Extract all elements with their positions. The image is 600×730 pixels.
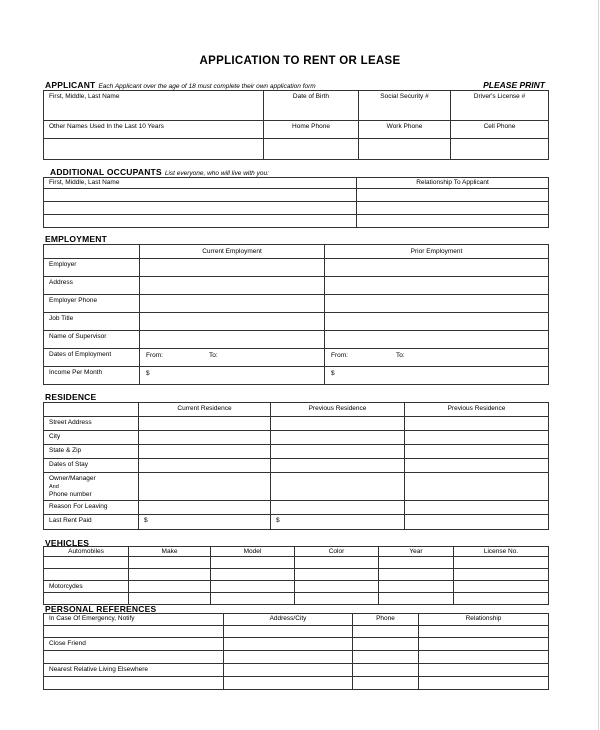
reference-input[interactable] <box>353 638 419 651</box>
prior-supervisor-input[interactable] <box>325 331 549 349</box>
current-address-input[interactable] <box>140 277 325 295</box>
current-income-input[interactable] <box>140 367 325 385</box>
applicant-ssn-field[interactable]: Social Security # <box>359 91 451 121</box>
reference-input[interactable] <box>224 638 353 651</box>
dollar-sign: $ <box>276 517 280 524</box>
occupants-table <box>43 177 549 228</box>
reference-input[interactable] <box>419 638 549 651</box>
reference-row <box>44 664 549 677</box>
vehicle-input[interactable] <box>295 569 379 581</box>
vehicle-input[interactable] <box>454 557 549 569</box>
applicant-cell-phone-input[interactable] <box>451 139 549 160</box>
residence-row <box>44 417 549 431</box>
employment-row <box>44 295 549 313</box>
residence-row <box>44 473 549 501</box>
employment-row <box>44 331 549 349</box>
street-address-label: Street Address <box>44 417 139 431</box>
reference-input[interactable] <box>353 664 419 677</box>
residence-input[interactable] <box>271 431 405 445</box>
current-supervisor-input[interactable] <box>140 331 325 349</box>
occupant-relationship-input[interactable] <box>357 202 549 215</box>
emergency-notify-label: In Case Of Emergency, Notify <box>44 614 224 626</box>
relationship-header: Relationship <box>419 614 549 626</box>
applicant-other-names-field[interactable]: Other Names Used In the Last 10 Years <box>44 121 264 139</box>
current-dates-field[interactable] <box>140 349 325 367</box>
occupant-relationship-input[interactable] <box>357 215 549 228</box>
references-table <box>43 613 549 690</box>
vehicle-row <box>44 593 549 605</box>
employment-row <box>44 313 549 331</box>
employer-label: Employer <box>44 259 140 277</box>
reference-row <box>44 651 549 664</box>
previous-residence-header: Previous Residence <box>405 403 549 417</box>
residence-row <box>44 501 549 515</box>
references-header-row <box>44 614 549 626</box>
license-header: License No. <box>454 547 549 557</box>
employment-table <box>43 244 549 385</box>
reference-row <box>44 638 549 651</box>
residence-input[interactable] <box>405 473 549 501</box>
city-label: City <box>44 431 139 445</box>
occupants-name-header: First, Middle, Last Name <box>44 178 357 189</box>
employment-row <box>44 367 549 385</box>
occupant-name-input[interactable] <box>44 189 357 202</box>
occupants-row <box>44 189 549 202</box>
residence-row <box>44 431 549 445</box>
reference-input[interactable] <box>44 626 224 638</box>
owner-manager-line2: And <box>49 484 59 490</box>
address-city-header: Address/City <box>224 614 353 626</box>
vehicle-input[interactable] <box>454 593 549 605</box>
applicant-dob-field[interactable]: Date of Birth <box>264 91 359 121</box>
reference-input[interactable] <box>224 677 353 690</box>
applicant-license-field[interactable]: Driver's License # <box>451 91 549 121</box>
residence-input[interactable] <box>139 473 271 501</box>
applicant-row-2 <box>44 121 549 139</box>
reference-input[interactable] <box>44 651 224 664</box>
applicant-row-1 <box>44 91 549 121</box>
vehicle-input[interactable] <box>129 557 211 569</box>
owner-manager-line1: Owner/Manager <box>49 475 96 482</box>
last-rent-paid-label: Last Rent Paid <box>44 515 139 530</box>
residence-corner-cell <box>44 403 139 417</box>
vehicle-input[interactable] <box>379 569 454 581</box>
vehicle-input[interactable] <box>295 581 379 593</box>
employment-row <box>44 277 549 295</box>
please-print-label: PLEASE PRINT <box>483 80 545 90</box>
reference-input[interactable] <box>224 664 353 677</box>
occupants-relationship-header: Relationship To Applicant <box>357 178 549 189</box>
vehicle-row <box>44 581 549 593</box>
residence-input[interactable] <box>271 417 405 431</box>
vehicle-input[interactable] <box>379 593 454 605</box>
prior-job-title-input[interactable] <box>325 313 549 331</box>
employment-row <box>44 349 549 367</box>
vehicle-input[interactable] <box>379 581 454 593</box>
vehicle-input[interactable] <box>211 581 295 593</box>
reference-input[interactable] <box>419 677 549 690</box>
occupants-row <box>44 215 549 228</box>
current-residence-header: Current Residence <box>139 403 271 417</box>
residence-input[interactable] <box>405 501 549 515</box>
current-employer-input[interactable] <box>140 259 325 277</box>
residence-table <box>43 402 549 530</box>
applicant-work-phone-field[interactable]: Work Phone <box>359 121 451 139</box>
dates-of-stay-label: Dates of Stay <box>44 459 139 473</box>
residence-input[interactable] <box>405 431 549 445</box>
vehicle-input[interactable] <box>379 557 454 569</box>
vehicle-row <box>44 569 549 581</box>
prior-income-input[interactable] <box>325 367 549 385</box>
prior-employment-header: Prior Employment <box>325 245 549 259</box>
prior-address-input[interactable] <box>325 277 549 295</box>
residence-heading: RESIDENCE <box>45 392 97 402</box>
applicant-home-phone-field[interactable]: Home Phone <box>264 121 359 139</box>
applicant-heading-text: APPLICANT <box>45 80 96 90</box>
supervisor-label: Name of Supervisor <box>44 331 140 349</box>
previous-residence-header: Previous Residence <box>271 403 405 417</box>
applicant-home-phone-input[interactable] <box>264 139 359 160</box>
close-friend-label: Close Friend <box>44 638 224 651</box>
dates-employment-label: Dates of Employment <box>44 349 140 367</box>
occupant-name-input[interactable] <box>44 215 357 228</box>
residence-row <box>44 515 549 530</box>
from-label: From: <box>146 352 163 359</box>
occupant-name-input[interactable] <box>44 202 357 215</box>
vehicle-input[interactable] <box>295 557 379 569</box>
applicant-name-field[interactable]: First, Middle, Last Name <box>44 91 264 121</box>
residence-input[interactable] <box>139 431 271 445</box>
prior-phone-input[interactable] <box>325 295 549 313</box>
employment-row <box>44 259 549 277</box>
vehicle-input[interactable] <box>129 593 211 605</box>
vehicle-input[interactable] <box>211 557 295 569</box>
dollar-sign: $ <box>144 517 148 524</box>
rent-input[interactable] <box>405 515 549 530</box>
dollar-sign: $ <box>146 370 150 377</box>
state-zip-label: State & Zip <box>44 445 139 459</box>
vehicle-input[interactable] <box>211 593 295 605</box>
vehicle-input[interactable] <box>454 581 549 593</box>
current-job-title-input[interactable] <box>140 313 325 331</box>
current-employment-header: Current Employment <box>140 245 325 259</box>
reason-leaving-label: Reason For Leaving <box>44 501 139 515</box>
vehicle-row <box>44 557 549 569</box>
applicant-table <box>43 90 549 160</box>
reference-input[interactable] <box>44 677 224 690</box>
residence-row <box>44 445 549 459</box>
residence-input[interactable] <box>139 417 271 431</box>
reference-input[interactable] <box>353 677 419 690</box>
employment-corner-cell <box>44 245 140 259</box>
occupants-note: List everyone, who will live with you: <box>164 170 269 177</box>
color-header: Color <box>295 547 379 557</box>
owner-manager-line3: Phone number <box>49 491 92 498</box>
employer-phone-label: Employer Phone <box>44 295 140 313</box>
reference-row <box>44 677 549 690</box>
to-label: To: <box>395 352 405 359</box>
residence-input[interactable] <box>405 459 549 473</box>
residence-header-row <box>44 403 549 417</box>
residence-input[interactable] <box>271 473 405 501</box>
rent-input[interactable] <box>271 515 405 530</box>
rent-input[interactable] <box>139 515 271 530</box>
residence-row <box>44 459 549 473</box>
from-label: From: <box>331 352 348 359</box>
employment-heading: EMPLOYMENT <box>45 234 107 244</box>
vehicle-input[interactable] <box>44 557 129 569</box>
residence-input[interactable] <box>271 459 405 473</box>
model-header: Model <box>211 547 295 557</box>
occupant-relationship-input[interactable] <box>357 189 549 202</box>
residence-input[interactable] <box>271 445 405 459</box>
occupants-heading-text: ADDITIONAL OCCUPANTS <box>50 167 162 177</box>
occupants-header-row <box>44 178 549 189</box>
residence-input[interactable] <box>405 445 549 459</box>
reference-input[interactable] <box>224 651 353 664</box>
reference-row <box>44 626 549 638</box>
dollar-sign: $ <box>331 370 335 377</box>
reference-input[interactable] <box>419 651 549 664</box>
residence-input[interactable] <box>139 445 271 459</box>
to-label: To: <box>208 352 218 359</box>
automobiles-header: Automobiles <box>44 547 129 557</box>
owner-manager-label <box>44 473 139 501</box>
year-header: Year <box>379 547 454 557</box>
reference-input[interactable] <box>353 651 419 664</box>
prior-dates-field[interactable] <box>325 349 549 367</box>
applicant-heading <box>45 80 316 90</box>
phone-header: Phone <box>353 614 419 626</box>
vehicle-input[interactable] <box>295 593 379 605</box>
residence-input[interactable] <box>405 417 549 431</box>
employment-header-row <box>44 245 549 259</box>
reference-input[interactable] <box>224 626 353 638</box>
make-header: Make <box>129 547 211 557</box>
reference-input[interactable] <box>353 626 419 638</box>
vehicle-input[interactable] <box>44 593 129 605</box>
income-label: Income Per Month <box>44 367 140 385</box>
applicant-cell-phone-field[interactable]: Cell Phone <box>451 121 549 139</box>
occupants-row <box>44 202 549 215</box>
applicant-row-3 <box>44 139 549 160</box>
applicant-work-phone-input[interactable] <box>359 139 451 160</box>
vehicles-header-row <box>44 547 549 557</box>
vehicles-table <box>43 546 549 605</box>
residence-input[interactable] <box>139 459 271 473</box>
reference-input[interactable] <box>419 664 549 677</box>
residence-input[interactable] <box>139 501 271 515</box>
vehicle-input[interactable] <box>129 581 211 593</box>
form-title: APPLICATION TO RENT OR LEASE <box>199 55 401 67</box>
motorcycles-label: Motorcydes <box>44 581 129 593</box>
vehicle-input[interactable] <box>44 569 129 581</box>
vehicle-input[interactable] <box>454 569 549 581</box>
applicant-other-names-input[interactable] <box>44 139 264 160</box>
current-phone-input[interactable] <box>140 295 325 313</box>
job-title-label: Job Title <box>44 313 140 331</box>
reference-input[interactable] <box>419 626 549 638</box>
occupants-heading <box>50 167 269 177</box>
vehicles-heading: VEHICLES <box>45 538 90 548</box>
references-heading: PERSONAL REFERENCES <box>45 604 157 614</box>
residence-input[interactable] <box>271 501 405 515</box>
prior-employer-input[interactable] <box>325 259 549 277</box>
vehicle-input[interactable] <box>211 569 295 581</box>
employer-address-label: Address <box>44 277 140 295</box>
nearest-relative-label: Nearest Relative Living Elsewhere <box>44 664 224 677</box>
applicant-note: Each Applicant over the age of 18 must complete their own application form <box>98 83 316 90</box>
vehicle-input[interactable] <box>129 569 211 581</box>
